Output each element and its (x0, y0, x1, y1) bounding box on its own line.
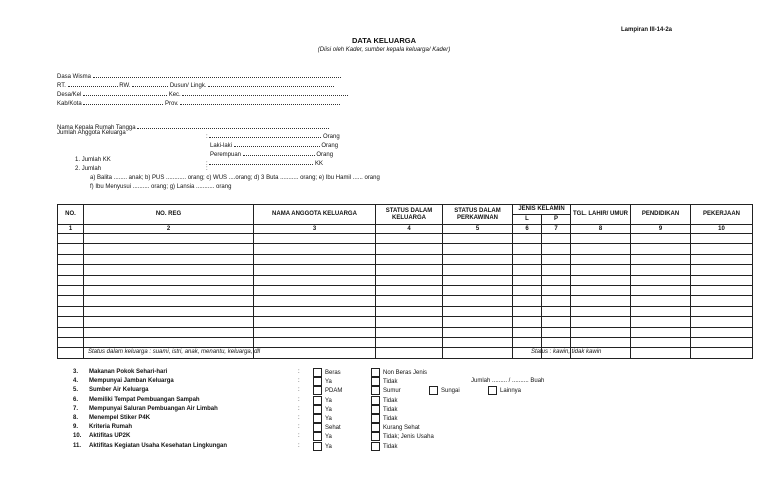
checkbox[interactable] (371, 396, 380, 405)
kab-label: Kab/Kota (57, 101, 82, 107)
table-cell[interactable] (443, 317, 513, 327)
kec-field[interactable] (182, 88, 348, 96)
table-cell[interactable] (571, 327, 631, 337)
item1-row (75, 157, 111, 163)
table-cell[interactable] (58, 317, 84, 327)
table-cell[interactable] (443, 306, 513, 316)
table-cell[interactable] (84, 275, 254, 285)
page-subtitle: (Diisi oleh Kader, sumber kepala keluarga/ Kader) (317, 47, 451, 53)
table-row (58, 244, 753, 254)
checkbox[interactable] (313, 423, 322, 432)
table-cell[interactable] (84, 296, 254, 306)
table-cell[interactable] (58, 254, 84, 264)
table-row (58, 327, 753, 337)
option-label: Beras (325, 370, 341, 377)
option-label: Kurang Sehat (383, 425, 420, 432)
table-cell[interactable] (443, 254, 513, 264)
question-number: 3. (73, 369, 79, 375)
option-label: Tidak (383, 379, 398, 386)
header-no-reg: NO. REG (84, 205, 254, 225)
orang-unit: Orang (321, 143, 339, 149)
table-cell[interactable] (691, 306, 753, 316)
option-label: Tidak (383, 397, 398, 404)
option[interactable] (371, 414, 397, 423)
option[interactable] (313, 396, 332, 405)
table-cell[interactable] (443, 265, 513, 275)
table-cell[interactable] (513, 244, 542, 254)
table-cell[interactable] (631, 317, 691, 327)
colon: : (206, 134, 208, 140)
question-colon: : (298, 378, 300, 385)
option-label: Sumur (383, 388, 401, 395)
question-extra: Jumlah ......... / .......... Buah (471, 378, 545, 385)
table-row (58, 296, 753, 306)
question-label: Mempunyai Jamban Keluarga (89, 378, 174, 385)
table-cell[interactable] (513, 327, 542, 337)
question-colon: : (298, 369, 300, 375)
table-cell[interactable] (691, 244, 753, 254)
table-cell[interactable] (571, 337, 631, 347)
question-number: 4. (73, 378, 79, 385)
question-colon: : (298, 405, 300, 412)
col-number: 8 (571, 225, 631, 234)
table-cell[interactable] (58, 296, 84, 306)
header-status-perkawinan: STATUS DALAM PERKAWINAN (443, 205, 513, 225)
option[interactable] (313, 377, 332, 386)
checkbox[interactable] (429, 386, 438, 395)
table-cell[interactable] (58, 265, 84, 275)
table-cell[interactable] (58, 306, 84, 316)
orang-unit: Orang (323, 134, 340, 140)
question-label: Memiliki Tempat Pembuangan Sampah (89, 396, 200, 403)
question-colon: : (298, 424, 300, 431)
table-cell[interactable] (376, 337, 443, 347)
jumlah-anggota-label: Jumlah Anggota Keluarga (57, 130, 126, 136)
question-label: Sumber Air Keluarga (89, 387, 149, 394)
note-status-kawin: Status : kawin, tidak kawin (531, 349, 602, 355)
table-cell[interactable] (542, 317, 571, 327)
table-cell[interactable] (513, 296, 542, 306)
kk-field[interactable] (209, 157, 313, 165)
table-row (58, 337, 753, 347)
option-label: Tidak (383, 443, 398, 450)
desa-label: Desa/Kel (57, 92, 82, 98)
table-cell[interactable] (631, 306, 691, 316)
table-cell[interactable] (84, 254, 254, 264)
option[interactable] (371, 405, 397, 414)
table-cell[interactable] (254, 244, 376, 254)
rw-label: RW. (119, 83, 131, 89)
header-tgl-lahir: TGL. LAHIR/ UMUR (571, 205, 631, 225)
col-number: 2 (84, 225, 254, 234)
question-colon: : (298, 387, 300, 394)
table-cell[interactable] (631, 327, 691, 337)
table-cell[interactable] (254, 337, 376, 347)
laki-label: Laki-laki (210, 143, 233, 149)
table-cell[interactable] (58, 337, 84, 347)
checkbox[interactable] (371, 414, 380, 423)
table-cell[interactable] (443, 244, 513, 254)
table-cell[interactable] (376, 327, 443, 337)
option[interactable] (371, 432, 434, 441)
checkbox[interactable] (488, 386, 497, 395)
identity-kab-prov (57, 97, 340, 107)
question-label: Menempel Stiker P4K (89, 415, 151, 421)
dusun-field[interactable] (208, 79, 334, 87)
option[interactable] (371, 368, 427, 377)
checkbox[interactable] (313, 386, 322, 395)
table-cell[interactable] (542, 234, 571, 244)
checkbox[interactable] (313, 377, 322, 386)
item2-label: Jumlah (81, 166, 102, 172)
table-cell[interactable] (58, 348, 84, 358)
table-cell[interactable] (254, 327, 376, 337)
option[interactable] (371, 396, 397, 405)
col-number: 3 (254, 225, 376, 234)
table-cell[interactable] (84, 244, 254, 254)
table-cell[interactable] (631, 296, 691, 306)
table-cell[interactable] (691, 296, 753, 306)
lampiran-label: Lampiran III-14-2a (621, 27, 673, 33)
option[interactable] (313, 414, 332, 423)
table-cell[interactable] (84, 317, 254, 327)
table-cell[interactable] (376, 317, 443, 327)
option-label: Ya (325, 443, 332, 450)
option[interactable] (429, 386, 460, 395)
table-cell[interactable] (542, 275, 571, 285)
item2-line-a: a) Balita ........ anak; b) PUS ............ orang; c) WUS ....orang; d) 3 Buta ........... orang; e) Ibu Hamil ...... orang (90, 175, 380, 181)
table-cell[interactable] (376, 244, 443, 254)
laki-field[interactable] (234, 139, 320, 147)
colon: : (206, 161, 208, 167)
item2-colon: : (206, 166, 208, 172)
table-cell[interactable] (443, 285, 513, 295)
checkbox[interactable] (313, 442, 322, 451)
item1-num: 1. (75, 157, 81, 163)
question-number: 6. (73, 396, 79, 403)
header-pekerjaan: PEKERJAAN (691, 205, 753, 225)
table-row (58, 275, 753, 285)
question-number: 8. (73, 415, 79, 421)
checkbox[interactable] (371, 432, 380, 441)
jumlah-anggota-field[interactable] (209, 130, 321, 138)
table-cell[interactable] (84, 285, 254, 295)
question-number: 11. (73, 442, 82, 449)
table-cell[interactable] (376, 285, 443, 295)
table-cell[interactable] (631, 265, 691, 275)
table-cell[interactable] (58, 327, 84, 337)
header-jenis-kelamin: JENIS KELAMIN (513, 205, 571, 215)
table-cell[interactable] (571, 254, 631, 264)
option-label: Tidak; Jenis Usaha (383, 434, 434, 441)
option-label: Ya (325, 416, 332, 423)
checkbox[interactable] (371, 386, 380, 395)
table-cell[interactable] (571, 244, 631, 254)
question-label: Aktifitas UP2K (89, 433, 131, 440)
checkbox[interactable] (313, 396, 322, 405)
table-cell[interactable] (691, 234, 753, 244)
table-cell[interactable] (58, 244, 84, 254)
table-cell[interactable] (254, 306, 376, 316)
checkbox[interactable] (371, 368, 380, 377)
option-label: PDAM (325, 388, 343, 395)
table-cell[interactable] (376, 275, 443, 285)
table-cell[interactable] (571, 234, 631, 244)
family-table (57, 204, 753, 359)
table-row (58, 285, 753, 295)
table-cell[interactable] (571, 285, 631, 295)
table-cell[interactable] (513, 317, 542, 327)
option-label: Sungai (441, 388, 460, 395)
table-cell[interactable] (84, 234, 254, 244)
table-cell[interactable] (254, 285, 376, 295)
column-number-row (58, 225, 753, 234)
table-row (58, 306, 753, 316)
checkbox[interactable] (313, 368, 322, 377)
checkbox[interactable] (313, 405, 322, 414)
table-cell[interactable] (513, 265, 542, 275)
table-cell[interactable] (84, 265, 254, 275)
table-cell[interactable] (376, 348, 443, 358)
table-cell[interactable] (443, 275, 513, 285)
option[interactable] (313, 405, 332, 414)
question-colon: : (298, 415, 300, 421)
table-cell[interactable] (376, 265, 443, 275)
table-cell[interactable] (571, 275, 631, 285)
option[interactable] (313, 432, 332, 441)
table-cell[interactable] (691, 254, 753, 264)
kk-row (206, 157, 323, 167)
table-cell[interactable] (58, 275, 84, 285)
table-cell[interactable] (571, 317, 631, 327)
option[interactable] (488, 386, 521, 395)
option-label: Ya (325, 379, 332, 386)
item2-row (75, 166, 101, 172)
table-cell[interactable] (443, 337, 513, 347)
rt-field[interactable] (68, 79, 118, 87)
dusun-label: Dusun/ Lingk. (169, 83, 207, 89)
table-cell[interactable] (443, 348, 513, 358)
table-cell[interactable] (513, 306, 542, 316)
option-label: Tidak (383, 406, 398, 413)
table-cell[interactable] (542, 265, 571, 275)
table-cell[interactable] (691, 348, 753, 358)
table-cell[interactable] (542, 285, 571, 295)
table-row (58, 234, 753, 244)
table-cell[interactable] (631, 244, 691, 254)
table-cell[interactable] (254, 317, 376, 327)
table-cell[interactable] (691, 285, 753, 295)
table-cell[interactable] (58, 234, 84, 244)
table-cell[interactable] (571, 265, 631, 275)
perempuan-label: Perempuan (210, 152, 242, 158)
table-cell[interactable] (443, 234, 513, 244)
perempuan-field[interactable] (243, 148, 315, 156)
table-cell[interactable] (84, 337, 254, 347)
item2-line-f: f) Ibu Menyusui .......... orang; g) Lansia ........... orang (90, 184, 232, 190)
table-cell[interactable] (571, 306, 631, 316)
question-label: Aktifitas Kegiatan Usaha Kesehatan Lingkungan (89, 442, 228, 449)
item2-num: 2. (75, 166, 81, 172)
table-cell[interactable] (254, 254, 376, 264)
dasa-wisma-field[interactable] (93, 70, 341, 78)
header-status-keluarga: STATUS DALAM KELUARGA (376, 205, 443, 225)
option-label: Ya (325, 397, 332, 404)
table-cell[interactable] (542, 327, 571, 337)
option[interactable] (313, 368, 341, 377)
question-label: Makanan Pokok Sehari-hari (89, 369, 168, 375)
question-number: 7. (73, 405, 79, 412)
page-title: DATA KELUARGA (351, 36, 417, 45)
note-status-keluarga: Status dalam keluarga : suami, istri, anak, menantu, keluarga, dll (88, 349, 261, 355)
table-cell[interactable] (58, 285, 84, 295)
table-cell[interactable] (254, 348, 376, 358)
col-number: 4 (376, 225, 443, 234)
option[interactable] (371, 377, 397, 386)
nama-kepala-field[interactable] (137, 121, 329, 129)
option-label: Tidak (383, 416, 398, 423)
header-p: P (542, 215, 571, 225)
table-cell[interactable] (513, 337, 542, 347)
kec-label: Kec. (168, 92, 181, 98)
col-number: 10 (691, 225, 753, 234)
table-cell[interactable] (254, 234, 376, 244)
table-cell[interactable] (631, 254, 691, 264)
kk-unit: KK (315, 161, 324, 167)
question-colon: : (298, 433, 300, 440)
nama-kepala-label: Nama Kepala Rumah Tangga (57, 125, 136, 131)
question-label: Kriteria Rumah (89, 424, 133, 431)
option-label: Non Beras Jenis (383, 370, 428, 377)
table-cell[interactable] (691, 317, 753, 327)
option[interactable] (371, 442, 397, 451)
table-cell[interactable] (631, 337, 691, 347)
orang-unit: Orang (316, 152, 334, 158)
checkbox[interactable] (371, 442, 380, 451)
prov-label: Prov. (165, 101, 179, 107)
kab-field[interactable] (83, 97, 163, 105)
checkbox[interactable] (371, 405, 380, 414)
table-cell[interactable] (443, 296, 513, 306)
question-number: 10. (73, 433, 82, 440)
question-colon: : (298, 396, 300, 403)
question-number: 5. (73, 387, 79, 394)
table-cell[interactable] (513, 254, 542, 264)
table-cell[interactable] (571, 296, 631, 306)
table-cell[interactable] (631, 285, 691, 295)
header-l: L (513, 215, 542, 225)
table-cell[interactable] (542, 296, 571, 306)
table-cell[interactable] (542, 254, 571, 264)
checkbox[interactable] (313, 414, 322, 423)
rt-label: RT. (57, 83, 66, 89)
option-label: Sehat (325, 425, 341, 432)
table-cell[interactable] (254, 265, 376, 275)
col-number: 1 (58, 225, 84, 234)
question-label: Mempunyai Saluran Pembuangan Air Limbah (89, 405, 218, 412)
table-row (58, 265, 753, 275)
option-label: Lainnya (500, 388, 522, 395)
checkbox[interactable] (313, 432, 322, 441)
table-cell[interactable] (254, 296, 376, 306)
option-label: Ya (325, 406, 332, 413)
table-cell[interactable] (513, 285, 542, 295)
option[interactable] (371, 423, 420, 432)
table-cell[interactable] (84, 327, 254, 337)
table-row (58, 317, 753, 327)
desa-field[interactable] (83, 88, 167, 96)
col-number: 6 (513, 225, 542, 234)
option[interactable] (313, 423, 341, 432)
table-cell[interactable] (376, 296, 443, 306)
table-cell[interactable] (443, 327, 513, 337)
header-pendidikan: PENDIDIKAN (631, 205, 691, 225)
option[interactable] (371, 386, 401, 395)
col-number: 9 (631, 225, 691, 234)
col-number: 7 (542, 225, 571, 234)
header-no: NO. (58, 205, 84, 225)
table-cell[interactable] (542, 244, 571, 254)
col-number: 5 (443, 225, 513, 234)
table-cell[interactable] (631, 275, 691, 285)
question-number: 9. (73, 424, 79, 431)
table-cell[interactable] (691, 337, 753, 347)
table-cell[interactable] (631, 234, 691, 244)
header-nama: NAMA ANGGOTA KELUARGA (254, 205, 376, 225)
table-cell[interactable] (542, 337, 571, 347)
table-cell[interactable] (542, 306, 571, 316)
prov-field[interactable] (180, 97, 340, 105)
checkbox[interactable] (371, 377, 380, 386)
dasa-wisma-label: Dasa Wisma (57, 74, 92, 80)
table-cell[interactable] (513, 234, 542, 244)
item1-label: Jumlah KK (81, 157, 111, 163)
table-cell[interactable] (376, 254, 443, 264)
table-cell[interactable] (376, 234, 443, 244)
table-cell[interactable] (376, 306, 443, 316)
table-cell[interactable] (631, 348, 691, 358)
option-label: Ya (325, 434, 332, 441)
question-colon: : (298, 442, 300, 449)
checkbox[interactable] (371, 423, 380, 432)
table-cell[interactable] (691, 265, 753, 275)
table-row (58, 254, 753, 264)
table-cell[interactable] (691, 327, 753, 337)
option[interactable] (313, 442, 332, 451)
rw-field[interactable] (132, 79, 168, 87)
table-cell[interactable] (84, 306, 254, 316)
table-cell[interactable] (254, 275, 376, 285)
option[interactable] (313, 386, 342, 395)
table-cell[interactable] (513, 275, 542, 285)
table-cell[interactable] (691, 275, 753, 285)
